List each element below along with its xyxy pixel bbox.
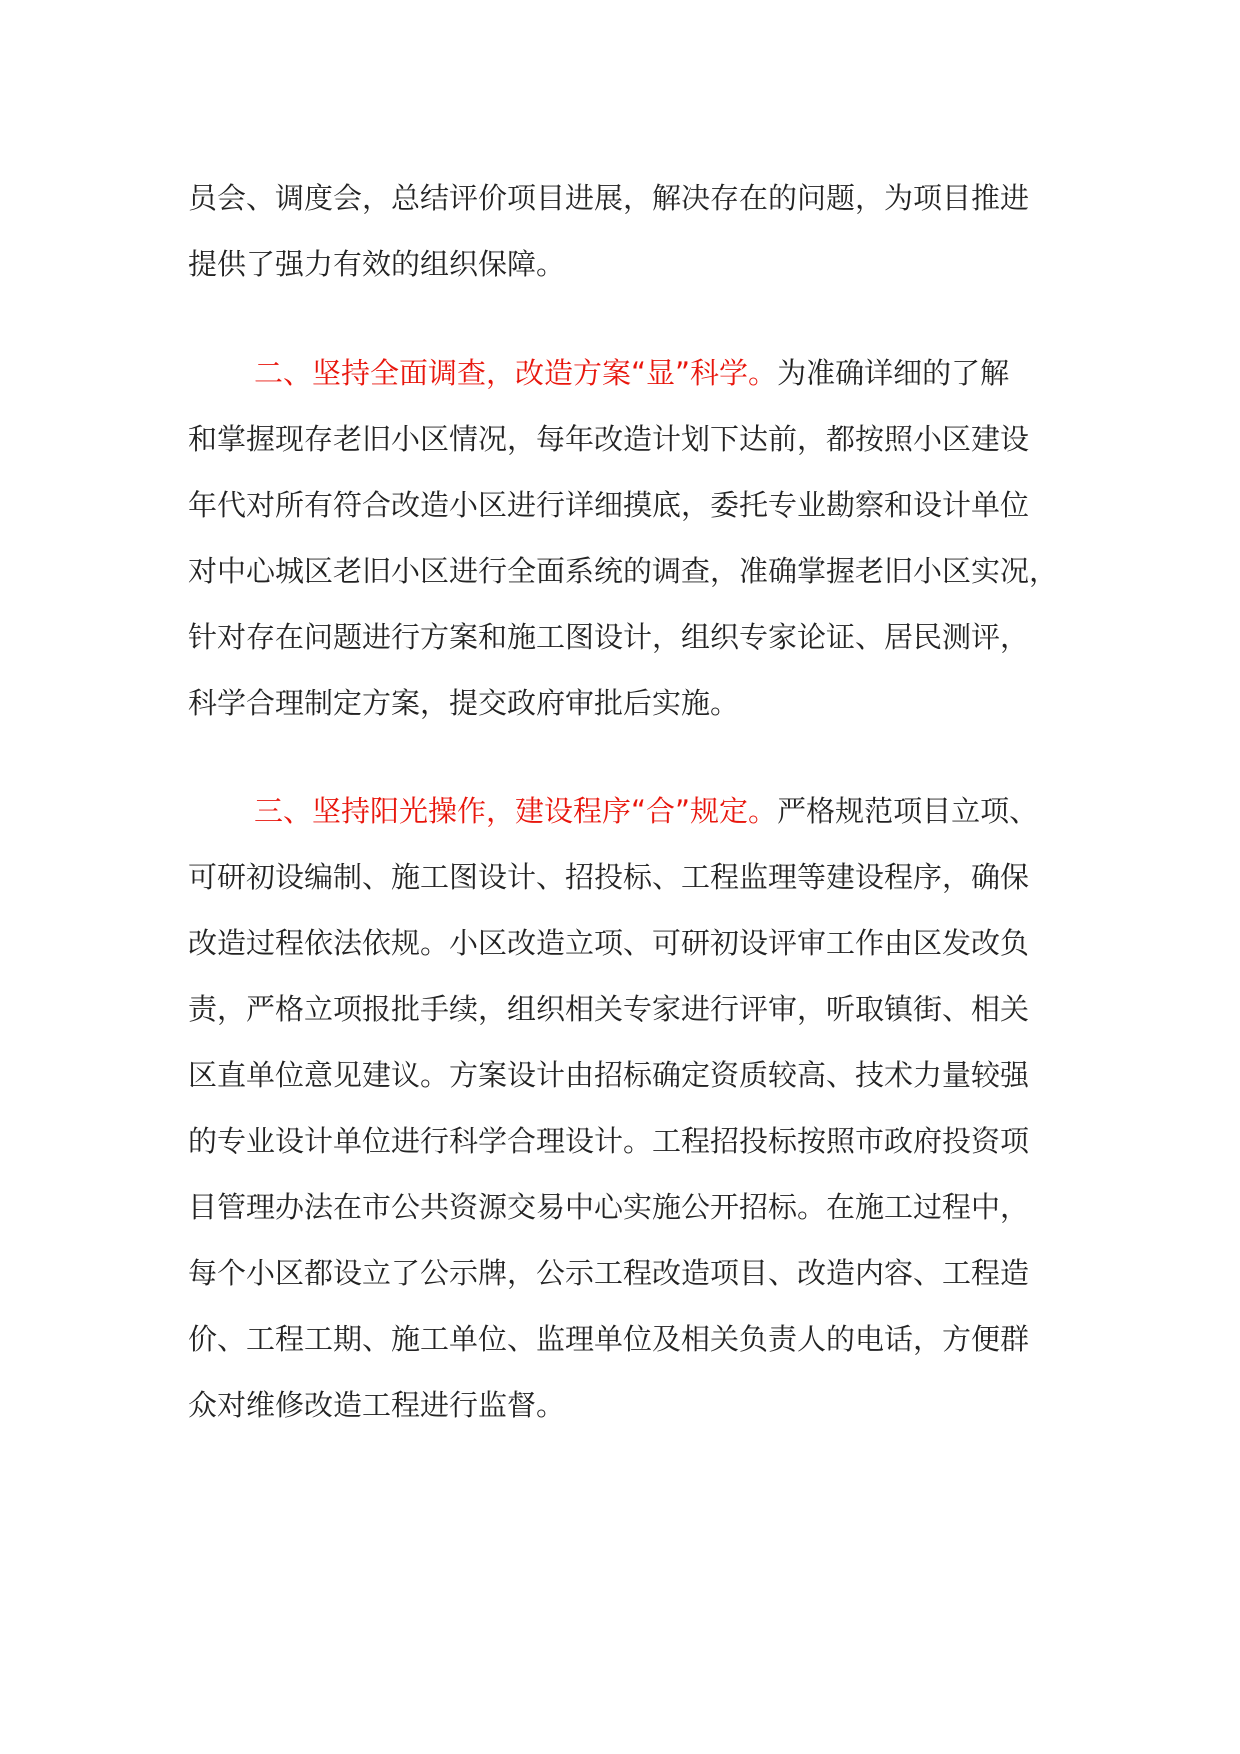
text-line: 年代对所有符合改造小区进行详细摸底，委托专业勘察和设计单位: [188, 488, 1030, 522]
paragraph-organizational-guarantee: [188, 165, 1068, 297]
paragraph-first-line: [188, 340, 1068, 406]
paragraph-transparent-operation: [188, 778, 1068, 1438]
text-run: 为准确详细的了解: [777, 356, 1010, 390]
paragraph-comprehensive-survey: [188, 340, 1068, 736]
paragraph-first-line: [188, 778, 1068, 844]
text-line: 价、工程工期、施工单位、监理单位及相关负责人的电话，方便群: [188, 1322, 1030, 1356]
text-line: 和掌握现存老旧小区情况，每年改造计划下达前，都按照小区建设: [188, 422, 1030, 456]
text-line: 对中心城区老旧小区进行全面系统的调查，准确掌握老旧小区实况，: [188, 554, 1059, 588]
text-line: 针对存在问题进行方案和施工图设计，组织专家论证、居民测评，: [188, 620, 1030, 654]
text-line: 提供了强力有效的组织保障。: [188, 247, 566, 281]
section-heading: 二、坚持全面调查，改造方案“显”科学。: [254, 356, 778, 390]
text-line: 的专业设计单位进行科学合理设计。工程招投标按照市政府投资项: [188, 1124, 1030, 1158]
text-line: 责，严格立项报批手续，组织相关专家进行评审，听取镇街、相关: [188, 992, 1030, 1026]
text-line: 员会、调度会，总结评价项目进展，解决存在的问题，为项目推进: [188, 181, 1030, 215]
text-line: 每个小区都设立了公示牌，公示工程改造项目、改造内容、工程造: [188, 1256, 1030, 1290]
text-line: 区直单位意见建议。方案设计由招标确定资质较高、技术力量较强: [188, 1058, 1030, 1092]
text-line: 目管理办法在市公共资源交易中心实施公开招标。在施工过程中，: [188, 1190, 1030, 1224]
text-line: 改造过程依法依规。小区改造立项、可研初设评审工作由区发改负: [188, 926, 1030, 960]
section-heading: 三、坚持阳光操作，建设程序“合”规定。: [254, 794, 778, 828]
text-line: 可研初设编制、施工图设计、招投标、工程监理等建设程序，确保: [188, 860, 1030, 894]
text-line: 众对维修改造工程进行监督。: [188, 1388, 566, 1422]
text-line: 科学合理制定方案，提交政府审批后实施。: [188, 686, 740, 720]
text-run: 严格规范项目立项、: [777, 794, 1039, 828]
